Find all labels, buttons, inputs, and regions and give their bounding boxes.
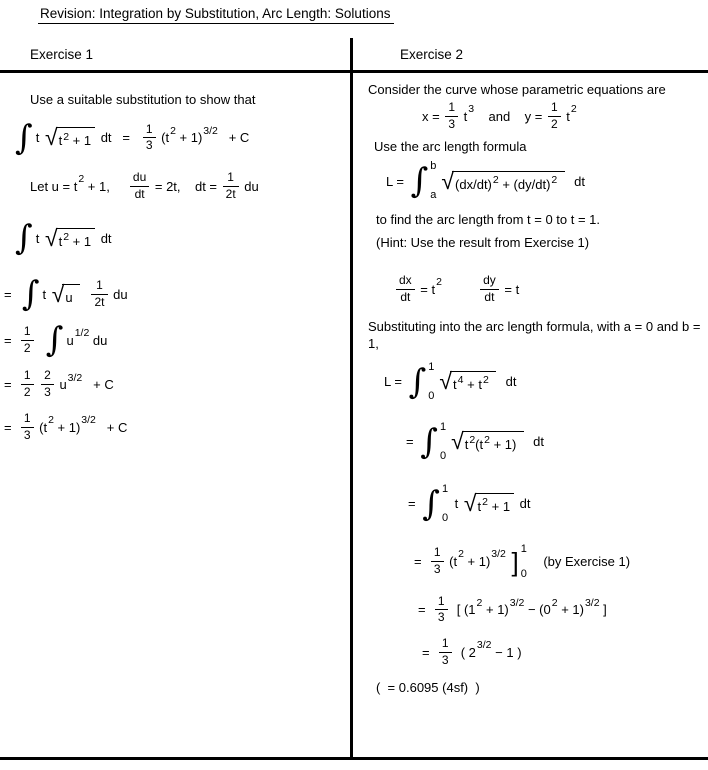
integral-sign-icon: ∫ — [15, 117, 33, 158]
math-text: t — [451, 496, 462, 512]
math-text: = — [4, 332, 19, 348]
fraction-denominator: 3 — [439, 652, 452, 668]
fraction-numerator: 1 — [551, 99, 558, 114]
fraction-numerator: 1 — [23, 324, 31, 339]
superscript: 1/2 — [74, 327, 90, 340]
fraction — [548, 101, 561, 132]
math-text: [ (1 — [449, 602, 476, 618]
fraction — [431, 546, 444, 577]
upper-limit: 1 — [439, 420, 447, 433]
math-text: t — [58, 133, 63, 149]
upper-limit: b — [430, 160, 437, 173]
math-text: du — [89, 332, 108, 348]
page-title: Revision: Integration by Substitution, Arc Length: Solutions — [38, 6, 394, 24]
fraction — [21, 325, 34, 356]
fraction-denominator: 3 — [143, 137, 156, 153]
math-text: dt — [566, 173, 585, 189]
fraction — [91, 279, 107, 310]
superscript: 2 — [48, 414, 54, 427]
ex1-step-2 — [4, 320, 344, 361]
superscript: 3/2 — [491, 548, 506, 561]
fraction — [445, 101, 458, 132]
superscript: 3/2 — [509, 596, 525, 609]
math-text: + 1) — [175, 130, 203, 146]
ex2-intro: Consider the curve whose parametric equations are — [368, 82, 666, 97]
ex2-step-6 — [422, 637, 704, 668]
math-text: u — [55, 377, 67, 393]
ex2-parametric-equations — [422, 101, 704, 132]
integral-sign-icon: ∫ — [45, 320, 64, 361]
fraction — [21, 412, 34, 443]
ex2-task: to find the arc length from t = 0 to t = 1. — [376, 212, 601, 228]
superscript: 2 — [484, 434, 490, 447]
fraction-numerator: 1 — [96, 278, 103, 293]
fraction-denominator: dt — [480, 289, 499, 305]
math-text: t — [477, 499, 482, 515]
sqrt-radical — [463, 490, 514, 516]
fraction-denominator: dt — [130, 186, 149, 202]
ex2-arc-length-formula — [386, 160, 704, 202]
fraction-denominator: 3 — [41, 384, 54, 400]
math-text: + 1 — [69, 133, 92, 149]
superscript: 4 — [457, 374, 464, 387]
fraction-numerator: 1 — [23, 368, 31, 383]
math-text: (dx/dt) — [455, 176, 492, 192]
integral-sign-icon: ∫ — [15, 218, 33, 259]
integral — [15, 218, 33, 259]
fraction-numerator: 1 — [227, 169, 234, 184]
math-text: and y = — [474, 108, 546, 124]
math-text: = — [408, 496, 420, 512]
math-text: (t — [445, 554, 458, 570]
radical-body — [56, 127, 96, 148]
exercise2-header: Exercise 2 — [400, 47, 464, 62]
math-text: dt — [525, 434, 545, 450]
math-text: + 1) — [53, 419, 81, 435]
math-text: = t — [416, 281, 436, 297]
superscript: 2 — [170, 124, 176, 137]
math-text: = — [4, 377, 19, 393]
math-text: + C — [82, 377, 114, 393]
math-text: Let u = t — [30, 178, 78, 194]
integral-sign-icon: ∫ — [408, 361, 427, 402]
math-text: = — [4, 286, 19, 302]
superscript: 3/2 — [476, 639, 492, 652]
superscript: 3 — [468, 102, 475, 115]
fraction — [223, 171, 239, 202]
lower-limit: 0 — [520, 567, 527, 580]
bottom-border — [0, 757, 708, 760]
fraction-denominator: 3 — [435, 609, 448, 625]
radical-sign-icon: √ — [51, 280, 65, 307]
exercise1-column — [4, 82, 344, 443]
fraction — [130, 171, 149, 202]
fraction — [439, 637, 452, 668]
math-text: + 1 — [488, 499, 511, 515]
radical-body — [452, 171, 565, 192]
fraction-numerator: dy — [483, 273, 496, 288]
lower-limit: a — [430, 189, 437, 202]
fraction-numerator: 2 — [44, 368, 51, 383]
fraction-numerator: 1 — [448, 99, 456, 114]
math-text: L = — [386, 173, 408, 189]
math-text: t — [35, 130, 43, 146]
upper-limit: 1 — [520, 542, 527, 555]
superscript: 3/2 — [584, 596, 600, 609]
radical-sign-icon: √ — [463, 490, 477, 516]
math-text: (by Exercise 1) — [528, 554, 631, 570]
integral — [15, 117, 33, 158]
fraction — [41, 369, 54, 400]
radical-sign-icon: √ — [451, 428, 464, 454]
ex1-substitution-line — [30, 171, 344, 202]
exercise1-header: Exercise 1 — [30, 47, 94, 62]
fraction-numerator: 1 — [23, 411, 31, 426]
math-text: = — [414, 554, 429, 570]
math-text — [36, 378, 40, 391]
math-text: du — [240, 178, 259, 194]
radical-sign-icon: √ — [44, 124, 58, 151]
sqrt-radical — [44, 224, 95, 251]
superscript: 2 — [492, 174, 499, 187]
math-text: + C — [217, 130, 250, 146]
ex2-substitution-text: Substituting into the arc length formula, with a = 0 and b = 1, — [368, 318, 705, 351]
math-text — [36, 334, 43, 347]
ex1-step-3 — [4, 369, 344, 400]
integral-limits — [442, 483, 448, 525]
math-text: u — [66, 332, 74, 348]
radical-body — [450, 371, 496, 392]
superscript: 2 — [469, 434, 476, 447]
ex2-step-5 — [418, 595, 704, 626]
integral — [420, 421, 446, 463]
math-text: + 1 — [69, 234, 92, 250]
exercise2-column — [366, 78, 704, 697]
integral-limits — [440, 421, 446, 463]
math-text: ] — [599, 602, 607, 618]
math-text: + t — [463, 377, 482, 393]
math-text: ( 2 — [453, 644, 476, 660]
superscript: 2 — [476, 596, 483, 609]
math-text: dt — [516, 496, 531, 512]
bracket-icon: ] — [511, 546, 519, 577]
fraction-denominator: 3 — [445, 116, 458, 132]
fraction — [143, 123, 156, 154]
superscript: 3/2 — [67, 371, 83, 384]
math-text: x = — [422, 108, 444, 124]
ex2-step-4 — [414, 543, 704, 581]
upper-limit: 1 — [441, 482, 449, 495]
ex2-hint: (Hint: Use the result from Exercise 1) — [376, 235, 590, 251]
math-text: (t — [475, 437, 484, 453]
superscript: 2 — [551, 596, 558, 609]
math-text — [489, 378, 493, 391]
math-text: t — [464, 437, 469, 453]
math-text: = — [406, 434, 418, 450]
math-text: = — [4, 419, 19, 435]
math-text: + 1) — [557, 602, 584, 618]
radical-body — [462, 431, 524, 452]
math-text: − (0 — [524, 602, 551, 618]
fraction-numerator: 1 — [145, 121, 153, 136]
integral — [45, 320, 64, 361]
fraction-denominator: 2 — [548, 116, 561, 132]
ex2-step-2 — [406, 421, 704, 463]
math-text: t — [460, 108, 468, 124]
math-text: dt — [498, 374, 517, 390]
superscript: 3/2 — [81, 414, 96, 427]
ex2-derivatives — [394, 274, 704, 305]
fraction-numerator: 1 — [437, 593, 445, 608]
integral-sign-icon: ∫ — [420, 421, 438, 462]
integral — [21, 274, 40, 315]
math-text: t — [453, 377, 457, 393]
fraction — [435, 595, 448, 626]
math-text — [557, 178, 561, 191]
bracket-limits — [521, 543, 527, 581]
integral-sign-icon: ∫ — [422, 483, 440, 524]
math-text: du — [109, 286, 128, 302]
math-text: t — [42, 286, 50, 302]
math-text: (t — [157, 130, 170, 146]
ex1-step-4 — [4, 412, 344, 443]
column-divider — [350, 38, 353, 757]
ex2-result: ( = 0.6095 (4sf) ) — [376, 679, 480, 695]
math-text: = — [422, 644, 437, 660]
header-divider — [0, 70, 708, 73]
radical-body — [475, 493, 515, 514]
math-text: = t — [500, 281, 520, 297]
math-text — [442, 283, 478, 296]
math-text: dt — [97, 230, 112, 246]
fraction-denominator: 2t — [223, 186, 239, 202]
sqrt-radical — [44, 124, 95, 151]
sqrt-radical — [439, 368, 496, 394]
sqrt-radical — [441, 167, 564, 194]
math-text — [506, 555, 510, 568]
integral — [422, 483, 448, 525]
math-text: + 1) — [482, 602, 509, 618]
evaluation-bracket — [512, 543, 527, 581]
fraction — [480, 274, 499, 305]
radical-sign-icon: √ — [439, 368, 453, 394]
fraction-denominator: 2t — [91, 294, 107, 310]
fraction — [21, 369, 34, 400]
fraction-denominator: 3 — [431, 561, 444, 577]
superscript: 3/2 — [203, 124, 218, 137]
sqrt-radical — [451, 428, 524, 454]
math-text: u — [65, 290, 77, 306]
math-text: + 1) — [463, 554, 491, 570]
fraction-numerator: 1 — [441, 636, 449, 651]
math-text: t — [562, 108, 570, 124]
lower-limit: 0 — [439, 449, 447, 462]
math-text: L = — [384, 374, 406, 390]
superscript: 2 — [482, 374, 489, 387]
lower-limit: 0 — [441, 511, 449, 524]
integral-sign-icon: ∫ — [410, 161, 429, 202]
radical-body — [62, 284, 80, 305]
superscript: 2 — [458, 548, 464, 561]
math-text: + C — [95, 419, 128, 435]
fraction-numerator: dx — [399, 273, 412, 288]
integral — [411, 160, 437, 202]
math-text: t — [35, 230, 43, 246]
math-text: (t — [35, 419, 48, 435]
math-text: = 2t, dt = — [151, 178, 221, 194]
radical-body — [56, 228, 96, 249]
upper-limit: 1 — [428, 360, 435, 373]
ex1-step-1 — [4, 274, 344, 315]
lower-limit: 0 — [428, 389, 435, 402]
ex2-formula-label: Use the arc length formula — [374, 139, 527, 155]
math-text: t — [58, 234, 63, 250]
math-text: + 1) — [489, 437, 520, 453]
fraction — [396, 274, 415, 305]
ex2-step-1 — [384, 361, 704, 403]
math-text: = — [418, 602, 433, 618]
math-text: dt = — [97, 130, 141, 146]
superscript: 2 — [63, 130, 70, 143]
ex1-target-formula — [12, 117, 344, 158]
fraction-denominator: 2 — [21, 340, 34, 356]
radical-sign-icon: √ — [441, 167, 455, 194]
superscript: 2 — [482, 496, 488, 509]
math-text — [82, 288, 89, 301]
math-text: − 1 ) — [491, 644, 522, 660]
fraction-numerator: 1 — [433, 545, 441, 560]
ex1-prompt: Use a suitable substitution to show that — [30, 92, 256, 107]
fraction-numerator: du — [132, 169, 147, 184]
superscript: 2 — [551, 174, 558, 187]
superscript: 2 — [63, 231, 70, 244]
fraction-denominator: dt — [396, 289, 415, 305]
integral — [409, 361, 435, 403]
math-text: + 1, — [84, 178, 128, 194]
integral-sign-icon: ∫ — [21, 274, 40, 315]
integral-limits — [430, 160, 436, 202]
superscript: 2 — [78, 172, 85, 185]
ex1-integral — [12, 218, 344, 259]
math-text: + (dy/dt) — [498, 176, 551, 192]
fraction-denominator: 2 — [21, 384, 34, 400]
radical-sign-icon: √ — [44, 224, 58, 251]
sqrt-radical — [51, 280, 80, 307]
superscript: 2 — [570, 102, 577, 115]
integral-limits — [428, 361, 434, 403]
ex2-step-3 — [408, 483, 704, 525]
superscript: 2 — [436, 276, 442, 289]
fraction-denominator: 3 — [21, 427, 34, 443]
